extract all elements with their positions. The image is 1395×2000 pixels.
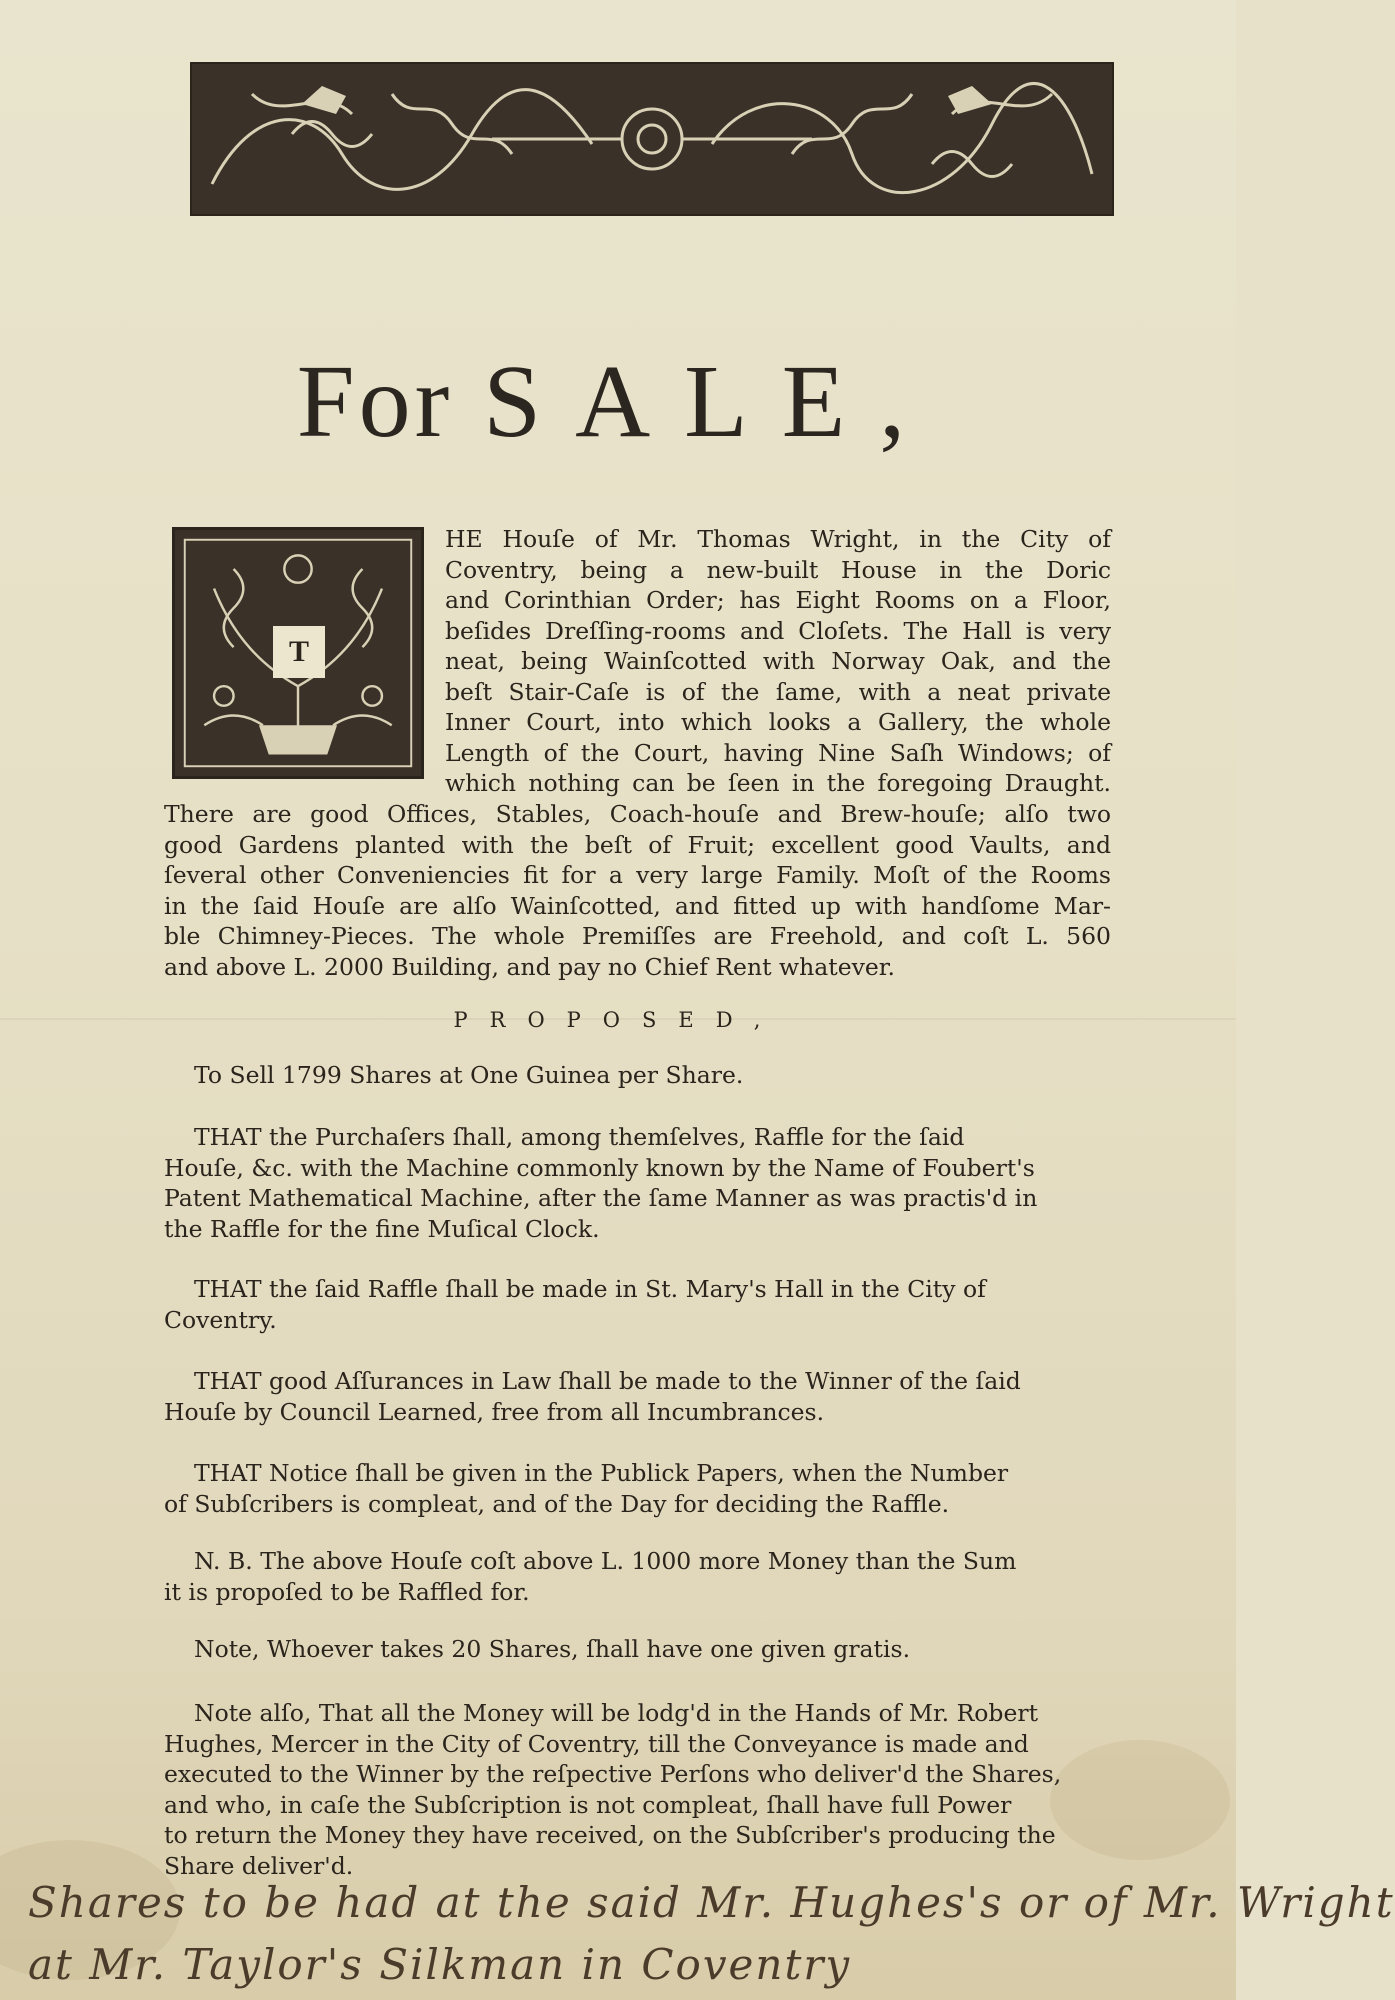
text-line: Hughes, Mercer in the City of Coventry, till the Conveyance is made and: [164, 1729, 1029, 1758]
title-word-for: For: [296, 344, 454, 459]
text-line: and who, in caſe the Subſcription is not compleat, ſhall have full Power: [164, 1790, 1012, 1819]
text-line: and above L. 2000 Building, and pay no Chief Rent whatever.: [164, 952, 895, 981]
proposal-item: [164, 1060, 1111, 1091]
text-line: Share deliver'd.: [164, 1851, 354, 1880]
text-line: Note, Whoever takes 20 Shares, ſhall have one given gratis.: [194, 1635, 911, 1663]
text-line: Patent Mathematical Machine, after the ſame Manner as was practis'd in: [164, 1184, 1038, 1212]
text-line: N. B. The above Houſe coſt above L. 1000 more Money than the Sum: [194, 1547, 1017, 1575]
text-line: good Gardens planted with the beſt of Fruit; excellent good Vaults, and: [164, 830, 1111, 859]
text-line: and Corinthian Order; has Eight Rooms on a Floor,: [445, 586, 1111, 614]
text-line: THAT the Purchaſers ſhall, among themſelves, Raffle for the ſaid: [194, 1123, 965, 1151]
header-woodcut-ornament: [190, 62, 1114, 216]
text-line: THAT good Aſſurances in Law ſhall be made to the Winner of the ſaid: [194, 1367, 1021, 1395]
text-line: HE Houſe of Mr. Thomas Wright, in the City of: [445, 525, 1111, 553]
text-line: ſeveral other Conveniencies fit for a very large Family. Moſt of the Rooms: [164, 861, 1111, 889]
text-line: Note alſo, That all the Money will be lodg'd in the Hands of Mr. Robert: [194, 1699, 1039, 1727]
text-line: beſides Dreſſing-rooms and Cloſets. The Hall is very: [445, 616, 1111, 645]
text-line: in the ſaid Houſe are alſo Wainſcotted, and fitted up with handſome Mar-: [164, 891, 1111, 920]
intro-paragraph-full: [164, 799, 1111, 982]
note-also: [164, 1698, 1111, 1881]
text-line: Length of the Court, having Nine Saſh Windows; of: [445, 738, 1111, 767]
text-line: THAT the ſaid Raffle ſhall be made in St. Mary's Hall in the City of: [194, 1275, 986, 1303]
nota-bene: [164, 1546, 1111, 1607]
text-line: Houſe, &c. with the Machine commonly known by the Name of Foubert's: [164, 1153, 1035, 1182]
decorative-initial: [172, 527, 424, 779]
intro-paragraph-side: [445, 524, 1111, 799]
drop-cap-letter: T: [273, 626, 325, 678]
text-line: executed to the Winner by the reſpective Perſons who deliver'd the Shares,: [164, 1760, 1062, 1788]
text-line: Coventry.: [164, 1305, 277, 1334]
text-line: Houſe by Council Learned, free from all Incumbrances.: [164, 1397, 825, 1426]
section-heading-proposed: PROPOSED,: [453, 1008, 783, 1032]
text-line: ble Chimney-Pieces. The whole Premiſſes are Freehold, and coſt L. 560: [164, 922, 1111, 950]
proposal-item: [164, 1366, 1111, 1427]
text-line: which nothing can be ſeen in the foregoing Draught.: [445, 769, 1111, 797]
text-line: to return the Money they have received, on the Subſcriber's producing the: [164, 1821, 1056, 1849]
text-line: beſt Stair-Caſe is of the ſame, with a neat private: [445, 677, 1111, 706]
text-line: neat, being Wainſcotted with Norway Oak, and the: [445, 647, 1111, 675]
text-line: Coventry, being a new-built House in the Doric: [445, 555, 1111, 584]
text-line: There are good Offices, Stables, Coach-houſe and Brew-houſe; alſo two: [164, 800, 1111, 828]
text-line: of Subſcribers is compleat, and of the Day for deciding the Raffle.: [164, 1489, 950, 1518]
page-title: [0, 344, 1236, 459]
text-line: the Raffle for the fine Muſical Clock.: [164, 1214, 600, 1243]
proposal-item: [164, 1458, 1111, 1519]
note: [164, 1634, 1111, 1665]
text-line: it is propoſed to be Raffled for.: [164, 1577, 530, 1606]
text-line: Inner Court, into which looks a Gallery, the whole: [445, 708, 1111, 736]
title-word-sale: SALE,: [483, 344, 940, 459]
handwritten-note-line: at Mr. Taylor's Silkman in Coventry: [28, 1940, 852, 1989]
text-line: To Sell 1799 Shares at One Guinea per Share.: [194, 1061, 744, 1089]
text-line: THAT Notice ſhall be given in the Publick Papers, when the Number: [194, 1459, 1009, 1487]
handwritten-note-line: Shares to be had at the said Mr. Hughes's or of Mr. Wright: [28, 1878, 1395, 1927]
proposal-item: [164, 1122, 1111, 1244]
proposal-item: [164, 1274, 1111, 1335]
scrollwork-ornament-icon: [192, 64, 1112, 214]
